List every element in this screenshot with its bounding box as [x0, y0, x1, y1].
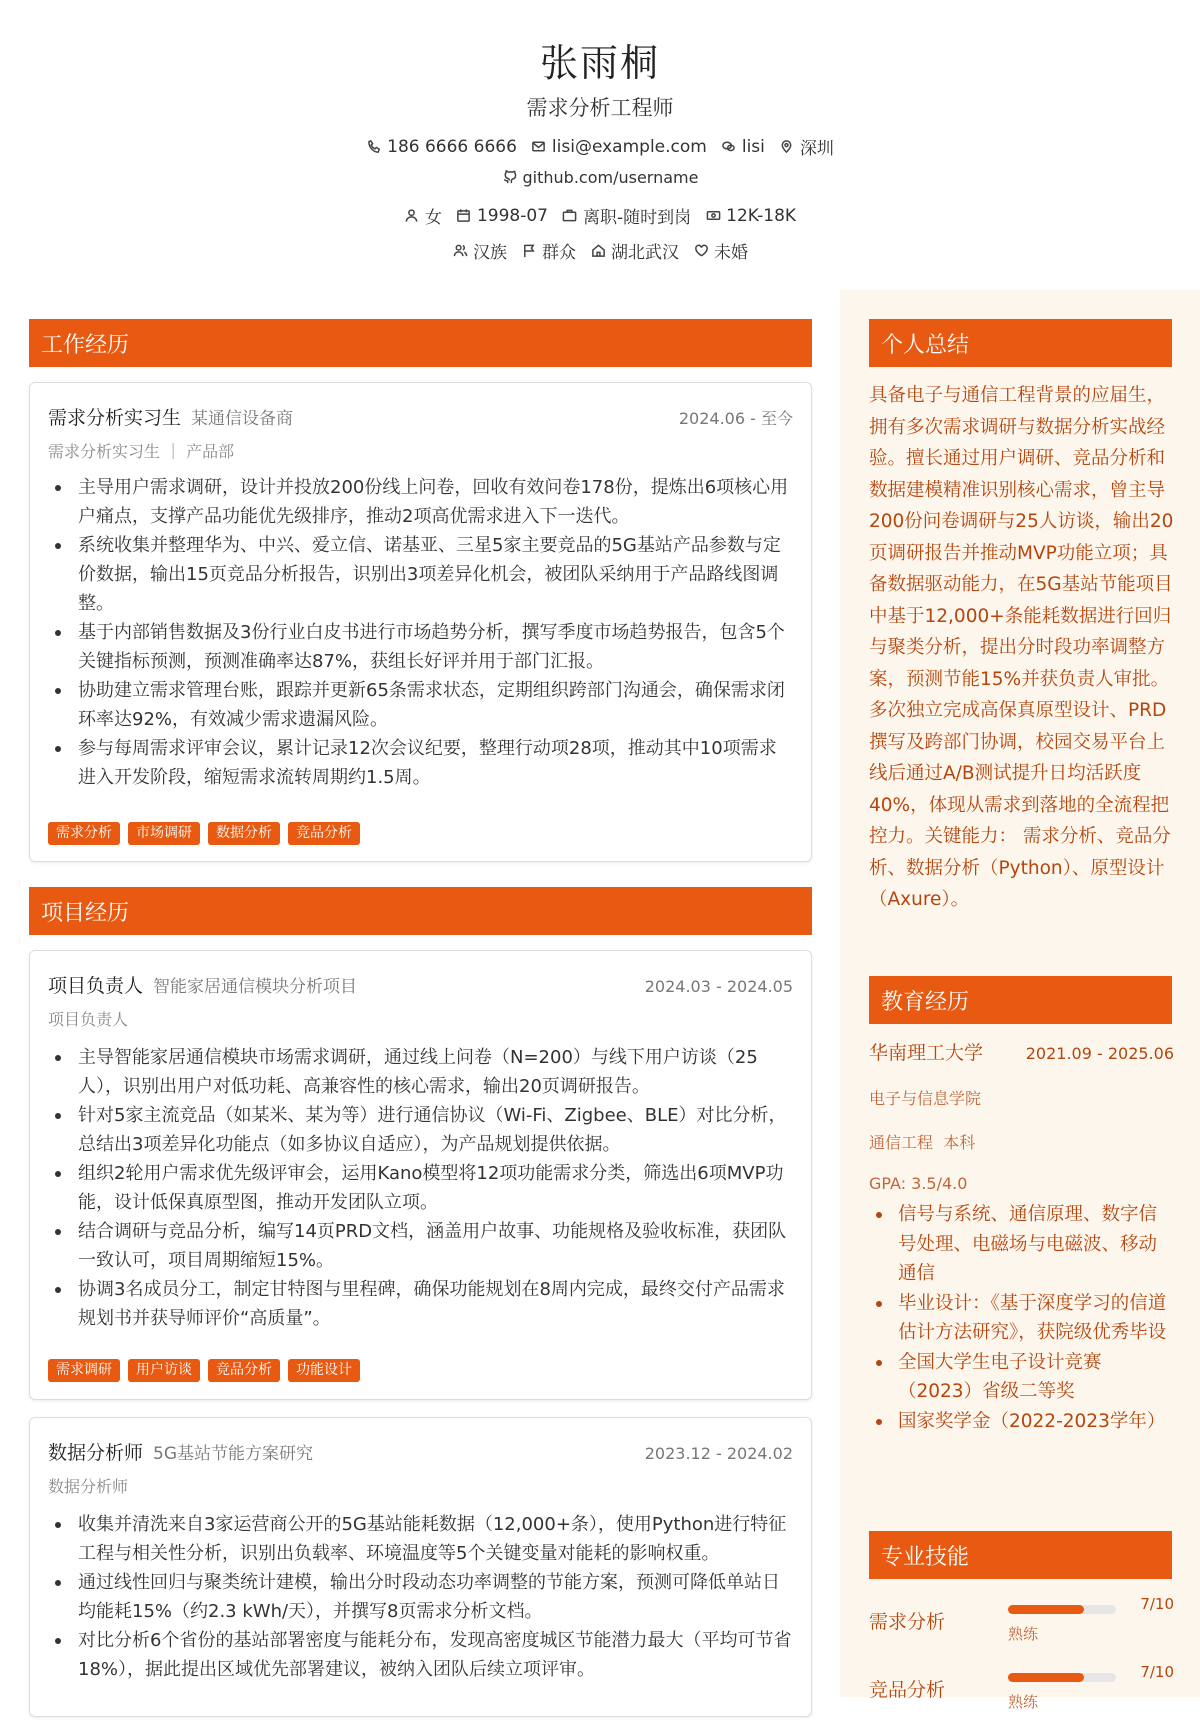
list-item: 对比分析6个省份的基站部署密度与能耗分布，发现高密度城区节能潜力最大（平均可节省18%），据此提出区域优先部署建议，被纳入团队后续立项评审。	[48, 1626, 793, 1684]
candidate-name: 张雨桐	[539, 41, 660, 85]
skill-bar	[1008, 1673, 1116, 1682]
tag: 竞品分析	[208, 1359, 280, 1382]
flag-icon	[521, 243, 537, 259]
work-section-heading: 工作经历	[29, 319, 812, 367]
wechat-text: lisi	[741, 136, 765, 157]
list-item: 通过线性回归与聚类统计建模，输出分时段动态功率调整的节能方案，预测可降低单站日均能耗15%（约2.3 kWh/天），并撰写8页需求分析文档。	[48, 1568, 793, 1626]
skill-level: 熟练	[1008, 1693, 1039, 1711]
tag: 数据分析	[208, 822, 280, 845]
skill-name: 需求分析	[869, 1611, 946, 1633]
email-item[interactable]	[531, 137, 707, 157]
project-bullets	[48, 1043, 793, 1333]
gpa: GPA: 3.5/4.0	[869, 1174, 968, 1193]
project-role: 项目负责人	[48, 975, 144, 997]
status-text: 离职-随时到岗	[582, 208, 692, 228]
home-icon	[590, 243, 606, 259]
list-item: 主导用户需求调研，设计并投放200份线上问卷，回收有效问卷178份，提炼出6项核心用户痛点，支撑产品功能优先级排序，推动2项高优需求进入下一迭代。	[48, 473, 793, 531]
work-bullets	[48, 473, 793, 792]
work-card-header	[48, 403, 793, 430]
ethnicity-text: 汉族	[473, 243, 507, 263]
tag: 需求调研	[48, 1359, 120, 1382]
salary-text: 12K-18K	[726, 205, 797, 226]
github-icon	[502, 170, 518, 186]
users-icon	[452, 243, 468, 259]
contact-row	[0, 134, 1200, 159]
personal-row-2	[0, 238, 1200, 263]
user-icon	[404, 208, 420, 224]
project-card-1	[29, 950, 812, 1400]
college: 电子与信息学院	[869, 1089, 982, 1108]
project-sub: 项目负责人	[48, 1010, 129, 1029]
tag: 竞品分析	[288, 822, 360, 845]
phone-icon	[366, 139, 382, 155]
skill-item	[869, 1663, 1174, 1723]
project-card-header	[48, 1438, 793, 1465]
politics-item	[521, 238, 576, 263]
tag: 需求分析	[48, 822, 120, 845]
list-item: 信号与系统、通信原理、数字信号处理、电磁场与电磁波、移动通信	[869, 1200, 1174, 1289]
personal-row-1	[0, 203, 1200, 228]
briefcase-icon	[562, 208, 578, 224]
skill-bar-fill	[1008, 1673, 1084, 1682]
skill-score: 7/10	[1140, 1663, 1174, 1681]
wechat-icon	[721, 139, 737, 155]
list-item: 协助建立需求管理台账，跟踪并更新65条需求状态，定期组织跨部门沟通会，确保需求闭环率达92%，有效减少需求遗漏风险。	[48, 676, 793, 734]
work-sub: 需求分析实习生 ｜ 产品部	[48, 442, 235, 461]
project-date: 2023.12 - 2024.02	[644, 1444, 793, 1463]
skill-bar	[1008, 1605, 1116, 1614]
skill-level: 熟练	[1008, 1625, 1039, 1643]
gender-item	[404, 203, 442, 228]
calendar-icon	[456, 208, 472, 224]
skill-item	[869, 1595, 1174, 1655]
hometown-item	[590, 238, 679, 263]
education-bullets	[869, 1200, 1174, 1436]
tag: 功能设计	[288, 1359, 360, 1382]
mail-icon	[531, 139, 547, 155]
list-item: 收集并清洗来自3家运营商公开的5G基站能耗数据（12,000+条），使用Python进行特征工程与相关性分析，识别出负载率、环境温度等5个关键变量对能耗的影响权重。	[48, 1510, 793, 1568]
tag: 用户访谈	[128, 1359, 200, 1382]
github-item[interactable]	[502, 168, 699, 187]
skill-score: 7/10	[1140, 1595, 1174, 1613]
heart-icon	[693, 243, 709, 259]
project-sub: 数据分析师	[48, 1477, 129, 1496]
school-name: 华南理工大学	[869, 1042, 984, 1064]
list-item: 结合调研与竞品分析，编写14页PRD文档，涵盖用户故事、功能规格及验收标准，获团队一致认可，项目周期缩短15%。	[48, 1217, 793, 1275]
project-section-heading: 项目经历	[29, 887, 812, 935]
ethnicity-item	[452, 238, 507, 263]
list-item: 毕业设计：《基于深度学习的信道估计方法研究》，获院级优秀毕设	[869, 1289, 1174, 1348]
city-text: 深圳	[799, 139, 834, 159]
list-item: 主导智能家居通信模块市场需求调研，通过线上问卷（N=200）与线下用户访谈（25人），识别出用户对低功耗、高兼容性的核心需求，输出20页调研报告。	[48, 1043, 793, 1101]
major: 通信工程	[869, 1133, 934, 1152]
list-item: 组织2轮用户需求优先级评审会，运用Kano模型将12项功能需求分类，筛选出6项MVP功能，设计低保真原型图，推动开发团队立项。	[48, 1159, 793, 1217]
email-text: lisi@example.com	[551, 136, 707, 157]
work-org: 某通信设备商	[191, 409, 294, 429]
github-row	[0, 168, 1200, 187]
skill-bar-fill	[1008, 1605, 1084, 1614]
list-item: 基于内部销售数据及3份行业白皮书进行市场趋势分析，撰写季度市场趋势报告，包含5个关键指标预测，预测准确率达87%，获组长好评并用于部门汇报。	[48, 618, 793, 676]
work-role: 需求分析实习生	[48, 407, 182, 429]
project-tags	[48, 1359, 360, 1382]
summary-heading: 个人总结	[869, 319, 1172, 367]
politics-text: 群众	[542, 243, 576, 263]
list-item: 针对5家主流竞品（如某米、某为等）进行通信协议（Wi-Fi、Zigbee、BLE）对比分析，总结出3项差异化功能点（如多协议自适应），为产品规划提供依据。	[48, 1101, 793, 1159]
list-item: 系统收集并整理华为、中兴、爱立信、诺基亚、三星5家主要竞品的5G基站产品参数与定价数据，输出15页竞品分析报告，识别出3项差异化机会，被团队采纳用于产品路线图调整。	[48, 531, 793, 618]
phone-text: 186 6666 6666	[387, 136, 517, 157]
money-icon	[705, 208, 721, 224]
list-item: 协调3名成员分工，制定甘特图与里程碑，确保功能规划在8周内完成，最终交付产品需求规划书并获导师评价“高质量”。	[48, 1275, 793, 1333]
project-name: 5G基站节能方案研究	[153, 1444, 314, 1464]
project-bullets	[48, 1510, 793, 1684]
list-item: 参与每周需求评审会议，累计记录12次会议纪要，整理行动项28项，推动其中10项需求进入开发阶段，缩短需求流转周期约1.5周。	[48, 734, 793, 792]
project-card-header	[48, 971, 793, 998]
wechat-item	[721, 137, 765, 157]
project-card-2	[29, 1417, 812, 1717]
work-tags	[48, 822, 360, 845]
work-card	[29, 382, 812, 862]
github-text: github.com/username	[522, 168, 699, 187]
salary-item	[705, 206, 796, 226]
marital-text: 未婚	[714, 243, 748, 263]
project-date: 2024.03 - 2024.05	[644, 977, 793, 996]
job-title: 需求分析工程师	[526, 96, 674, 120]
major-degree	[869, 1130, 975, 1153]
list-item: 国家奖学金（2022-2023学年）	[869, 1407, 1174, 1437]
birth-text: 1998-07	[476, 205, 548, 226]
location-icon	[779, 139, 795, 155]
hometown-text: 湖北武汉	[611, 243, 679, 263]
status-item	[562, 203, 691, 228]
phone-item	[366, 137, 517, 157]
city-item	[779, 134, 834, 159]
education-date: 2021.09 - 2025.06	[1025, 1044, 1174, 1063]
birth-item	[456, 206, 548, 226]
education-heading: 教育经历	[869, 976, 1172, 1024]
skill-name: 竞品分析	[869, 1679, 946, 1701]
work-date: 2024.06 - 至今	[678, 409, 793, 428]
list-item: 全国大学生电子设计竞赛（2023）省级二等奖	[869, 1348, 1174, 1407]
skills-heading: 专业技能	[869, 1531, 1172, 1579]
gender-text: 女	[424, 208, 442, 228]
project-name: 智能家居通信模块分析项目	[153, 977, 358, 997]
marital-item	[693, 238, 748, 263]
project-role: 数据分析师	[48, 1442, 144, 1464]
tag: 市场调研	[128, 822, 200, 845]
degree: 本科	[943, 1133, 976, 1152]
summary-text: 具备电子与通信工程背景的应届生，拥有多次需求调研与数据分析实战经验。擅长通过用户调研、竞品分析和数据建模精准识别核心需求，曾主导200份问卷调研与25人访谈，输出20页调研报告并推动MVP功能立项；具备数据驱动能力，在5G基站节能项目中基于12,000+条能耗数据进行回归与聚类分析，提出分时段功率调整方案，预测节能15%并获负责人审批。多次独立完成高保真原型设计、PRD撰写及跨部门协调，校园交易平台上线后通过A/B测试提升日均活跃度40%，体现从需求到落地的全流程把控力。关键能力： 需求分析、竞品分析、数据分析（Python）、原型设计（Axure）。	[869, 385, 1174, 910]
education-header	[869, 1038, 1174, 1065]
